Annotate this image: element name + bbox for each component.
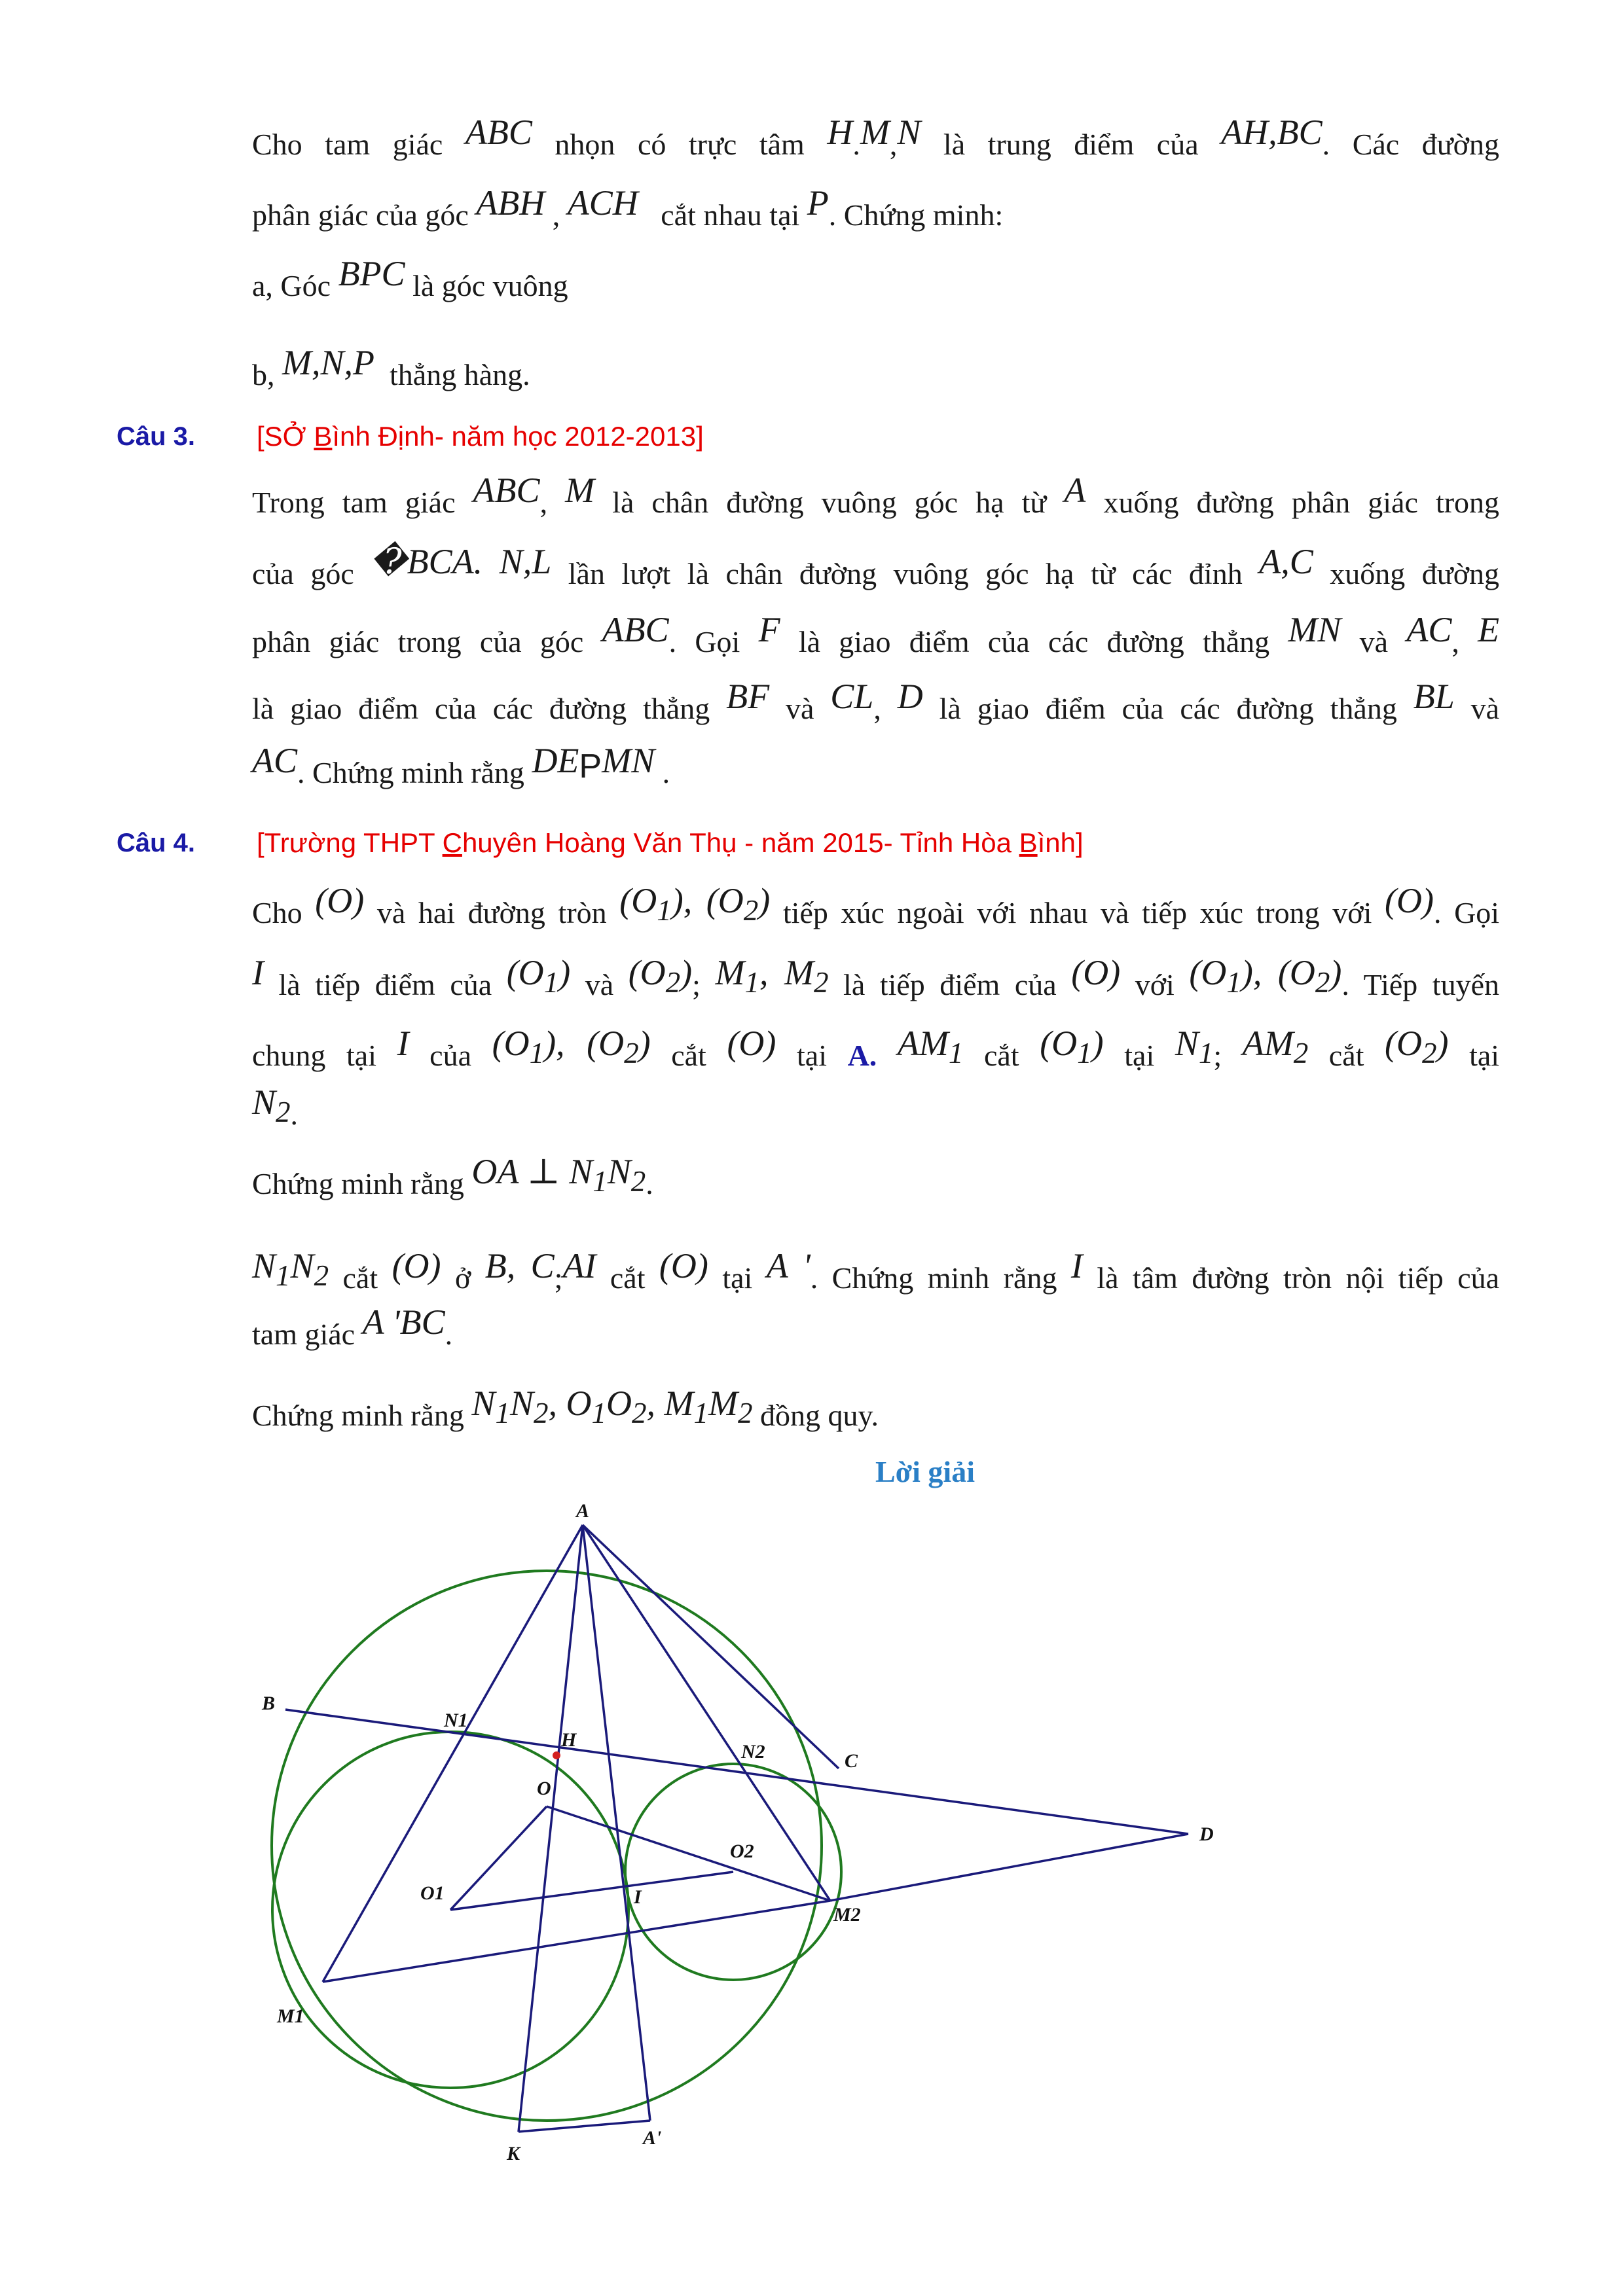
label-A: A [576,1500,590,1522]
geometry-figure [242,1499,1264,2193]
label-O2: O2 [730,1840,754,1862]
line-M1-M2 [323,1901,830,1982]
line-K-Aprime [519,2121,650,2132]
cau3-label: Câu 3. [117,422,196,451]
cau4-line3: chung tại I của $(O_1)$, $(O_2)$ cắt (O) tại A. $AM_1$ cắt $(O_1)$ tại $N_1$; $AM_2$ cắt $(O_2)$ tại [252,1024,1500,1072]
cau3-line4: là giao điểm của các đường thẳng BF và CL, D là giao điểm của các đường thẳng BL và [252,677,1500,725]
cau4-source: [Trường THPT Chuyên Hoàng Văn Thụ - năm 2015- Tỉnh Hòa Bình] [257,827,1084,858]
label-N1: N1 [444,1710,468,1731]
cau3-line3: phân giác trong của góc ABC. Gọi F là giao điểm của các đường thẳng MN và AC, E [252,610,1500,658]
line-B-D [285,1710,1188,1834]
problem2-line1: Cho tam giác ABC nhọn có trực tâm H.M,N là trung điểm của AH,BC. Các đường [252,113,1499,161]
line-O-M2 [547,1806,830,1901]
solution-title: Lời giải [875,1455,975,1488]
cau3-line1: Trong tam giác ABC, M là chân đường vuông góc hạ từ A xuống đường phân giác trong [252,471,1500,519]
problem2-line4: b, M,N,P thẳng hàng. [252,343,530,391]
cau4-line5: Chứng minh rằng OA ⊥ $N_1N_2$. [252,1152,653,1200]
cau4-line6: $N_1N_2$ cắt (O) ở B, C;AI cắt (O) tại A '. Chứng minh rằng I là tâm đường tròn nội tiếp của [252,1246,1500,1295]
label-M1: M1 [277,2005,304,2027]
label-O: O [537,1778,551,1799]
line-M2-D [830,1834,1188,1901]
label-B: B [262,1693,276,1714]
cau4-line4: $N_2$. [252,1083,299,1131]
problem2-line2: phân giác của góc ABH , ACH cắt nhau tại P. Chứng minh: [252,183,1004,232]
cau4-line2: I là tiếp điểm của $(O_1)$ và $(O_2)$; $M_1$, $M_2$ là tiếp điểm của (O) với $(O_1)$, $(O_2)$. Tiếp tuyến [252,953,1500,1001]
construction-lines [285,1525,1188,2132]
label-C: C [845,1750,858,1772]
point-H [553,1751,560,1759]
cau3-line5: AC. Chứng minh rằng DEPMN . [252,741,670,789]
label-O1: O1 [420,1882,445,1904]
label-N2: N2 [741,1741,765,1763]
label-M2: M2 [833,1904,861,1926]
cau4-label: Câu 4. [117,829,196,857]
cau4-line8: Chứng minh rằng $N_1N_2$, $O_1O_2$, $M_1M_2$ đồng quy. [252,1384,879,1432]
label-H: H [561,1729,577,1751]
cau3-source: [SỞ Bình Định- năm học 2012-2013] [257,421,704,452]
label-D: D [1199,1823,1214,1845]
line-O1-O2 [450,1872,733,1910]
problem2-line3: a, Góc BPC là góc vuông [252,254,568,302]
cau4-line7: tam giác A 'BC. [252,1302,453,1351]
cau4-line1: Cho (O) và hai đường tròn $(O_1)$, $(O_2)$ tiếp xúc ngoài với nhau và tiếp xúc trong với (O). Gọi [252,881,1500,929]
line-O-O1 [450,1806,547,1910]
label-I: I [634,1886,642,1908]
line-A-C [583,1525,839,1768]
label-K: K [507,2143,520,2164]
cau3-line2: của góc �BCA. N,L lần lượt là chân đường vuông góc hạ từ các đỉnh A,C xuống đường [252,542,1500,590]
line-A-M1 [323,1525,583,1982]
label-Aprime: A' [643,2127,662,2149]
